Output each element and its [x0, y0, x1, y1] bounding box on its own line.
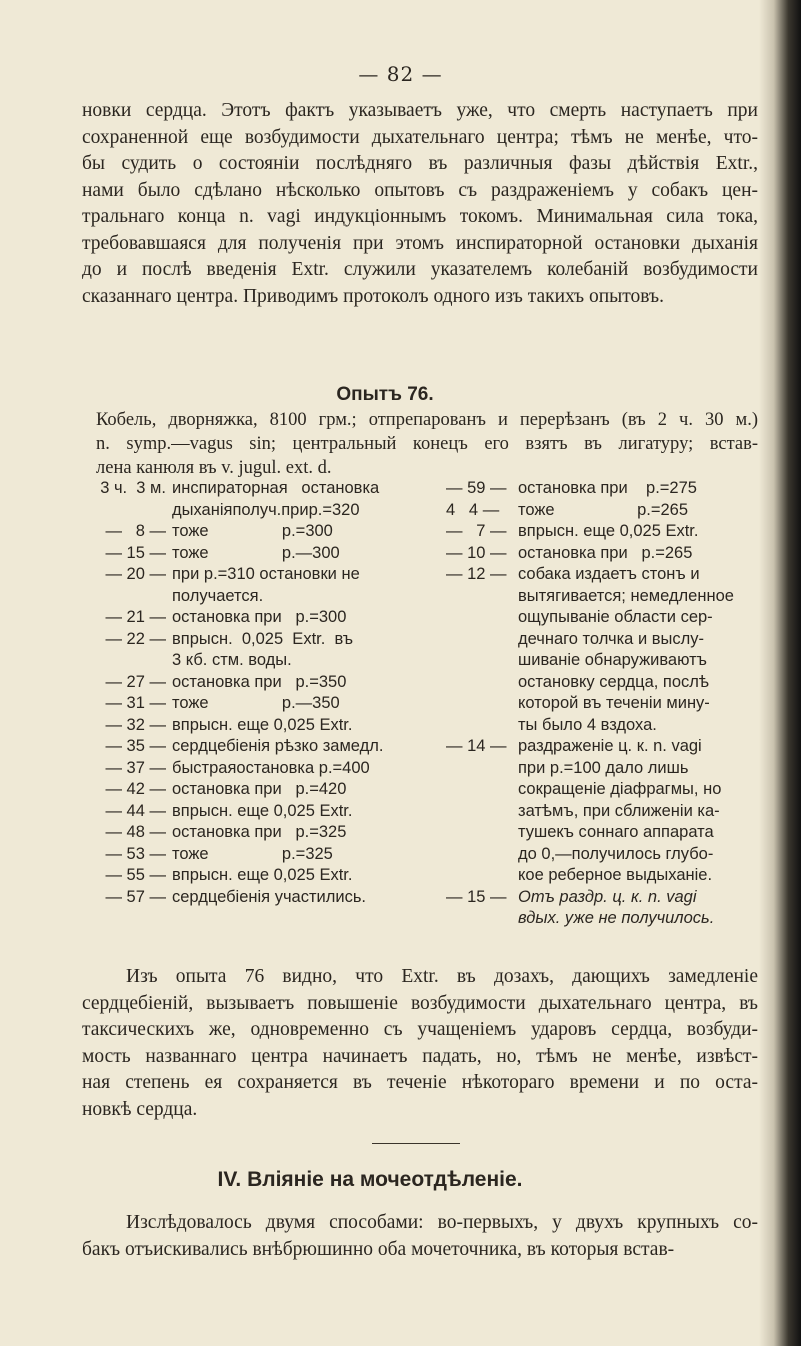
protocol-time [446, 650, 518, 672]
protocol-entry: дыханіяполуч.прир.=320 [172, 500, 360, 519]
text-line: Кобель, дворняжка, 8100 грм.; отпрепарованъ и перерѣзанъ (въ 2 ч. 30 м.) [96, 410, 758, 430]
paragraph-section-iv [82, 1210, 758, 1263]
text-line: бакъ отъискивались внѣбрюшинно оба мочеточника, въ которыя встав- [82, 1238, 675, 1260]
protocol-entry: остановку сердца, послѣ [518, 672, 710, 691]
protocol-entry: собака издаетъ стонъ и [518, 565, 700, 583]
protocol-row [446, 715, 760, 737]
protocol-time: — 27 — [105, 672, 166, 691]
protocol-time: — 48 — [105, 823, 166, 841]
protocol-row [446, 822, 760, 844]
protocol-time: — 7 — [446, 522, 507, 540]
protocol-row [446, 865, 760, 887]
text-line: Изслѣдовалось двумя способами: во-первыхъ, у двухъ крупныхъ со- [126, 1212, 758, 1233]
text-line: ная степень ея сохраняется въ теченіе нѣкотораго времени и по оста- [82, 1072, 758, 1093]
protocol-entry: остановка при р.=275 [518, 479, 697, 497]
protocol-time [96, 500, 172, 522]
protocol-entry: сокращеніе діафрагмы, но [518, 780, 722, 798]
protocol-row [96, 586, 426, 608]
protocol-entry: шиваніе обнаруживаютъ [518, 651, 707, 669]
protocol-row [446, 758, 760, 780]
protocol-row [446, 543, 760, 565]
paragraph-intro [82, 98, 758, 310]
protocol-time: — 8 — [105, 522, 166, 540]
text-line: мость названнаго центра начинаетъ падать, но, тѣмъ не менѣе, извѣст- [82, 1045, 758, 1067]
protocol-time: — 21 — [105, 608, 166, 626]
protocol-row [446, 736, 760, 758]
protocol-time: — 10 — [446, 543, 507, 562]
text-line: сохраненной еще возбудимости дыхательнаго центра; тѣмъ не менѣе, что- [82, 126, 758, 148]
text-line: бы судить о состояніи послѣдняго въ различныя фазы дѣйствія Extr., [82, 153, 758, 174]
protocol-row [96, 715, 426, 737]
protocol-entry: тушекъ соннаго аппарата [518, 823, 714, 841]
protocol-time: — 59 — [446, 479, 507, 497]
protocol-row [446, 521, 760, 543]
protocol-time [446, 844, 518, 866]
protocol-time: — 53 — [105, 844, 166, 863]
protocol-row [446, 607, 760, 629]
protocol-time: — 32 — [105, 715, 166, 734]
protocol-entry: ощупываніе области сер- [518, 608, 713, 626]
protocol-entry: при р.=100 дало лишь [518, 758, 689, 777]
protocol-row [96, 865, 426, 887]
protocol-time [96, 650, 172, 672]
section-heading: IV. Вліяніе на мочеотдѣленіе. [217, 1168, 523, 1191]
paragraph-conclusion [82, 964, 758, 1123]
protocol-entry: до 0,—получилось глубо- [518, 844, 714, 863]
protocol-row [96, 650, 426, 672]
text-line: лена канюля въ v. jugul. ext. d. [96, 458, 332, 478]
protocol-row [446, 779, 760, 801]
protocol-row [446, 672, 760, 694]
protocol-row [96, 629, 426, 651]
text-line: новки сердца. Этотъ фактъ указываетъ уже, что смерть наступаетъ при [82, 100, 758, 121]
protocol-entry: 3 кб. стм. воды. [172, 651, 292, 669]
protocol-time [446, 758, 518, 780]
protocol-row [96, 844, 426, 866]
protocol-entry: затѣмъ, при сближеніи ка- [518, 801, 720, 820]
protocol-time: 4 4 — [446, 500, 500, 519]
protocol-row [96, 822, 426, 844]
protocol-entry: быстраяостановка р.=400 [172, 758, 370, 777]
protocol-time [446, 715, 518, 737]
protocol-entry: тоже р.=265 [518, 500, 689, 519]
protocol-row [96, 672, 426, 694]
protocol-time [446, 822, 518, 844]
protocol-entry: кое реберное выдыханіе. [518, 866, 713, 884]
protocol-time: — 14 — [446, 737, 507, 755]
protocol-row [446, 801, 760, 823]
protocol-time [446, 672, 518, 694]
protocol-entry: впрысн. еще 0,025 Extr. [172, 801, 353, 820]
text-line: n. symp.—vagus sin; центральный конецъ его взятъ въ лигатуру; встав- [96, 434, 758, 454]
protocol-time [446, 801, 518, 823]
protocol-entry: остановка при р.=325 [172, 823, 347, 841]
protocol-time: — 15 — [446, 887, 507, 906]
protocol-time: — 31 — [105, 694, 166, 712]
protocol-entry: остановка при р.=420 [172, 780, 347, 798]
protocol-row [96, 801, 426, 823]
protocol-time: — 12 — [446, 565, 507, 583]
protocol-time [446, 586, 518, 608]
protocol-time [446, 779, 518, 801]
section-divider [372, 1143, 460, 1144]
protocol-row [446, 650, 760, 672]
protocol-right-column [446, 478, 760, 930]
protocol-entry: получается. [172, 586, 264, 605]
protocol-row [446, 693, 760, 715]
protocol-row [96, 736, 426, 758]
protocol-entry: тоже р.=300 [172, 522, 333, 540]
protocol-entry: впрысн. еще 0,025 Extr. [172, 715, 353, 734]
protocol-entry: тоже р.—350 [172, 694, 340, 712]
protocol-row [446, 629, 760, 651]
protocol-entry: остановка при р.=300 [172, 608, 347, 626]
protocol-entry: раздраженіе ц. к. n. vagi [518, 737, 702, 755]
text-line: до и послѣ введенія Extr. служили указателемъ колебаній возбудимости [82, 259, 758, 280]
protocol-time [446, 629, 518, 651]
protocol-entry: сердцебіенія участились. [172, 887, 367, 906]
protocol-entry: дечнаго толчка и выслу- [518, 629, 704, 648]
protocol-time [96, 586, 172, 608]
protocol-time [446, 865, 518, 887]
protocol-time: — 55 — [105, 866, 166, 884]
protocol-time [446, 693, 518, 715]
protocol-row [96, 887, 426, 909]
protocol-entry: тоже р.=325 [172, 844, 333, 863]
text-line: сердцебіеній, вызываетъ повышеніе возбудимости дыхательнаго центра, въ [82, 992, 758, 1014]
protocol-entry: впрысн. еще 0,025 Extr. [518, 522, 699, 540]
protocol-entry: вытягивается; немедленное [518, 586, 734, 605]
protocol-time: — 20 — [105, 565, 166, 583]
protocol-row [96, 564, 426, 586]
protocol-row [446, 478, 760, 500]
protocol-entry: остановка при р.=265 [518, 543, 693, 562]
experiment-title: Опытъ 76. [336, 384, 434, 405]
protocol-row [96, 521, 426, 543]
protocol-entry: впрысн. 0,025 Extr. въ [172, 629, 354, 648]
protocol-time: 3 ч. 3 м. [100, 479, 166, 497]
protocol-entry: тоже р.—300 [172, 543, 340, 562]
protocol-entry: Отъ раздр. ц. к. n. vagi [518, 887, 697, 906]
protocol-entry: при р.=310 остановки не [172, 565, 360, 583]
protocol-entry: вдых. уже не получилось. [518, 909, 715, 927]
protocol-time: — 15 — [105, 543, 166, 562]
protocol-time: — 44 — [105, 801, 166, 820]
page-number: — 82 — [358, 62, 443, 86]
protocol-row [96, 779, 426, 801]
protocol-row [446, 908, 760, 930]
protocol-time: — 37 — [105, 758, 166, 777]
text-line: новкѣ сердца. [82, 1098, 198, 1120]
protocol-entry: впрысн. еще 0,025 Extr. [172, 866, 353, 884]
protocol-time: — 35 — [105, 737, 166, 755]
protocol-left-column [96, 478, 426, 908]
protocol-entry: остановка при р.=350 [172, 672, 347, 691]
protocol-entry: инспираторная остановка [172, 479, 380, 497]
protocol-row [96, 693, 426, 715]
protocol-time: — 42 — [105, 780, 166, 798]
text-line: Изъ опыта 76 видно, что Extr. въ дозахъ, дающихъ замедленіе [126, 966, 758, 987]
text-line: тральнаго конца n. vagi индукціоннымъ токомъ. Минимальная сила тока, [82, 206, 758, 227]
protocol-entry: сердцебіенія рѣзко замедл. [172, 737, 384, 755]
protocol-row [96, 500, 426, 522]
text-line: нами было сдѣлано нѣсколько опытовъ съ раздраженіемъ у собакъ цен- [82, 179, 758, 201]
protocol-entry: которой въ теченіи мину- [518, 694, 710, 712]
protocol-row [446, 887, 760, 909]
protocol-row [96, 607, 426, 629]
protocol-time [446, 908, 518, 930]
experiment-intro [96, 408, 758, 480]
protocol-time [446, 607, 518, 629]
protocol-time: — 22 — [105, 629, 166, 648]
protocol-time: — 57 — [105, 887, 166, 906]
protocol-row [446, 500, 760, 522]
protocol-row [446, 564, 760, 586]
protocol-row [446, 586, 760, 608]
protocol-entry: ты было 4 вздоха. [518, 715, 657, 734]
text-line: требовавшаяся для полученія при этомъ инспираторной остановки дыханія [82, 232, 758, 254]
text-line: сказаннаго центра. Приводимъ протоколъ одного изъ такихъ опытовъ. [82, 285, 664, 307]
protocol-row [96, 543, 426, 565]
page-edge-shadow [759, 0, 801, 1346]
text-line: таксическихъ же, одновременно съ учащеніемъ ударовъ сердца, возбуди- [82, 1019, 758, 1040]
protocol-row [96, 478, 426, 500]
protocol-row [446, 844, 760, 866]
protocol-row [96, 758, 426, 780]
